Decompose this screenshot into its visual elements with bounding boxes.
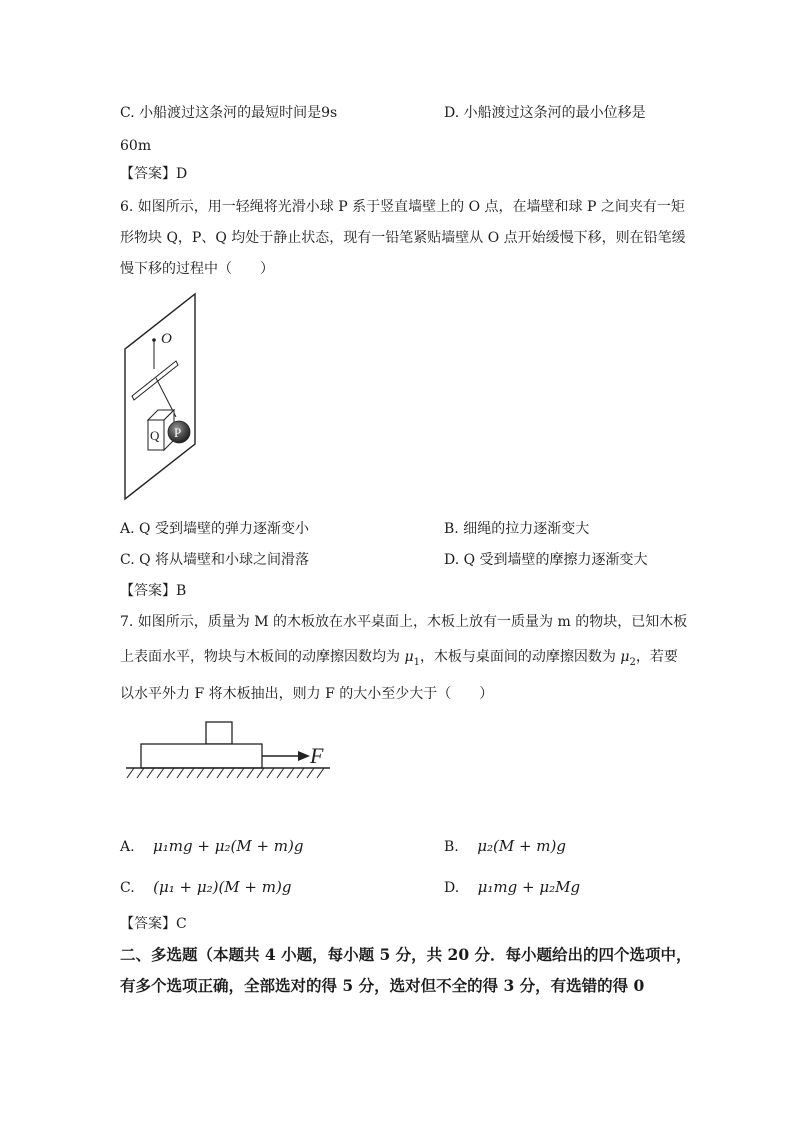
- q6-option-b: B. 细绳的拉力逐渐变大: [444, 521, 590, 537]
- mu2-subscript: 2: [629, 656, 636, 668]
- q7-stem-line-3: 以水平外力 F 将木板抽出，则力 F 的大小至少大于（ ）: [120, 686, 494, 702]
- mu1-subscript: 1: [413, 656, 420, 668]
- mu1-symbol: μ: [404, 649, 414, 665]
- label-f: F: [310, 743, 324, 768]
- pencil: [132, 361, 178, 400]
- force-arrow-head: [298, 751, 310, 761]
- small-block-m: [206, 722, 232, 744]
- q7-option-a-label: A.: [120, 839, 135, 855]
- q7-option-c-formula: (μ₁ + μ₂)(M + m)g: [153, 878, 292, 896]
- ground-hatching: [127, 768, 324, 778]
- q7-stem-line-1: 7. 如图所示，质量为 M 的木板放在水平桌面上，木板上放有一质量为 m 的物块，已知木板: [120, 614, 688, 630]
- q6-stem-line-2: 形物块 Q，P、Q 均处于静止状态，现有一铅笔紧贴墙壁从 O 点开始缓慢下移，则在铅笔缓: [120, 230, 686, 246]
- label-q: Q: [150, 428, 160, 443]
- q6-option-c: C. Q 将从墙壁和小球之间滑落: [120, 552, 310, 568]
- q7-stem-line-2-part-a: 上表面水平，物块与木板间的动摩擦因数均为: [120, 649, 405, 665]
- label-o: O: [161, 331, 172, 347]
- q7-answer: 【答案】C: [120, 916, 187, 932]
- q6-stem-line-3: 慢下移的过程中（ ）: [120, 261, 274, 277]
- q6-option-a: A. Q 受到墙壁的弹力逐渐变小: [120, 521, 309, 537]
- q6-stem-line-1: 6. 如图所示，用一轻绳将光滑小球 P 系于竖直墙壁上的 O 点，在墙壁和球 P 之间夹有一矩: [120, 199, 685, 215]
- section-2-heading-line-2: 有多个选项正确，全部选对的得 5 分，选对但不全的得 3 分，有选错的得 0: [120, 976, 645, 995]
- q7-stem-line-2: [120, 648, 678, 672]
- q7-figure: [122, 718, 337, 782]
- label-p: P: [174, 425, 182, 440]
- q5-answer: 【答案】D: [120, 166, 188, 182]
- mu2-symbol: μ: [620, 649, 630, 665]
- q7-option-b-label: B.: [444, 839, 459, 855]
- q7-option-d: [444, 878, 580, 897]
- q7-option-b-formula: μ₂(M + m)g: [477, 837, 566, 855]
- q7-option-d-formula: μ₁mg + μ₂Mg: [477, 878, 581, 896]
- q7-stem-line-2-part-b: ，木板与桌面间的动摩擦因数为: [419, 649, 621, 665]
- q7-option-c: [120, 878, 291, 897]
- q7-option-b: [444, 837, 566, 856]
- q6-answer: 【答案】B: [120, 583, 187, 599]
- q7-option-d-label: D.: [444, 880, 460, 896]
- q5-option-d: D. 小船渡过这条河的最小位移是: [444, 105, 646, 121]
- section-2-heading-line-1: 二、多选题（本题共 4 小题，每小题 5 分，共 20 分．每小题给出的四个选项中，: [120, 945, 692, 964]
- q7-option-a-formula: μ₁mg + μ₂(M + m)g: [153, 837, 304, 855]
- q6-figure: [118, 292, 208, 507]
- q6-option-d: D. Q 受到墙壁的摩擦力逐渐变大: [444, 552, 648, 568]
- q5-option-d-continuation: 60m: [120, 138, 152, 154]
- board-M: [141, 744, 262, 768]
- q7-stem-line-2-part-c: ，若要: [635, 649, 678, 665]
- q5-option-c: C. 小船渡过这条河的最短时间是9s: [120, 105, 338, 121]
- q7-option-c-label: C.: [120, 880, 135, 896]
- q7-option-a: [120, 837, 303, 856]
